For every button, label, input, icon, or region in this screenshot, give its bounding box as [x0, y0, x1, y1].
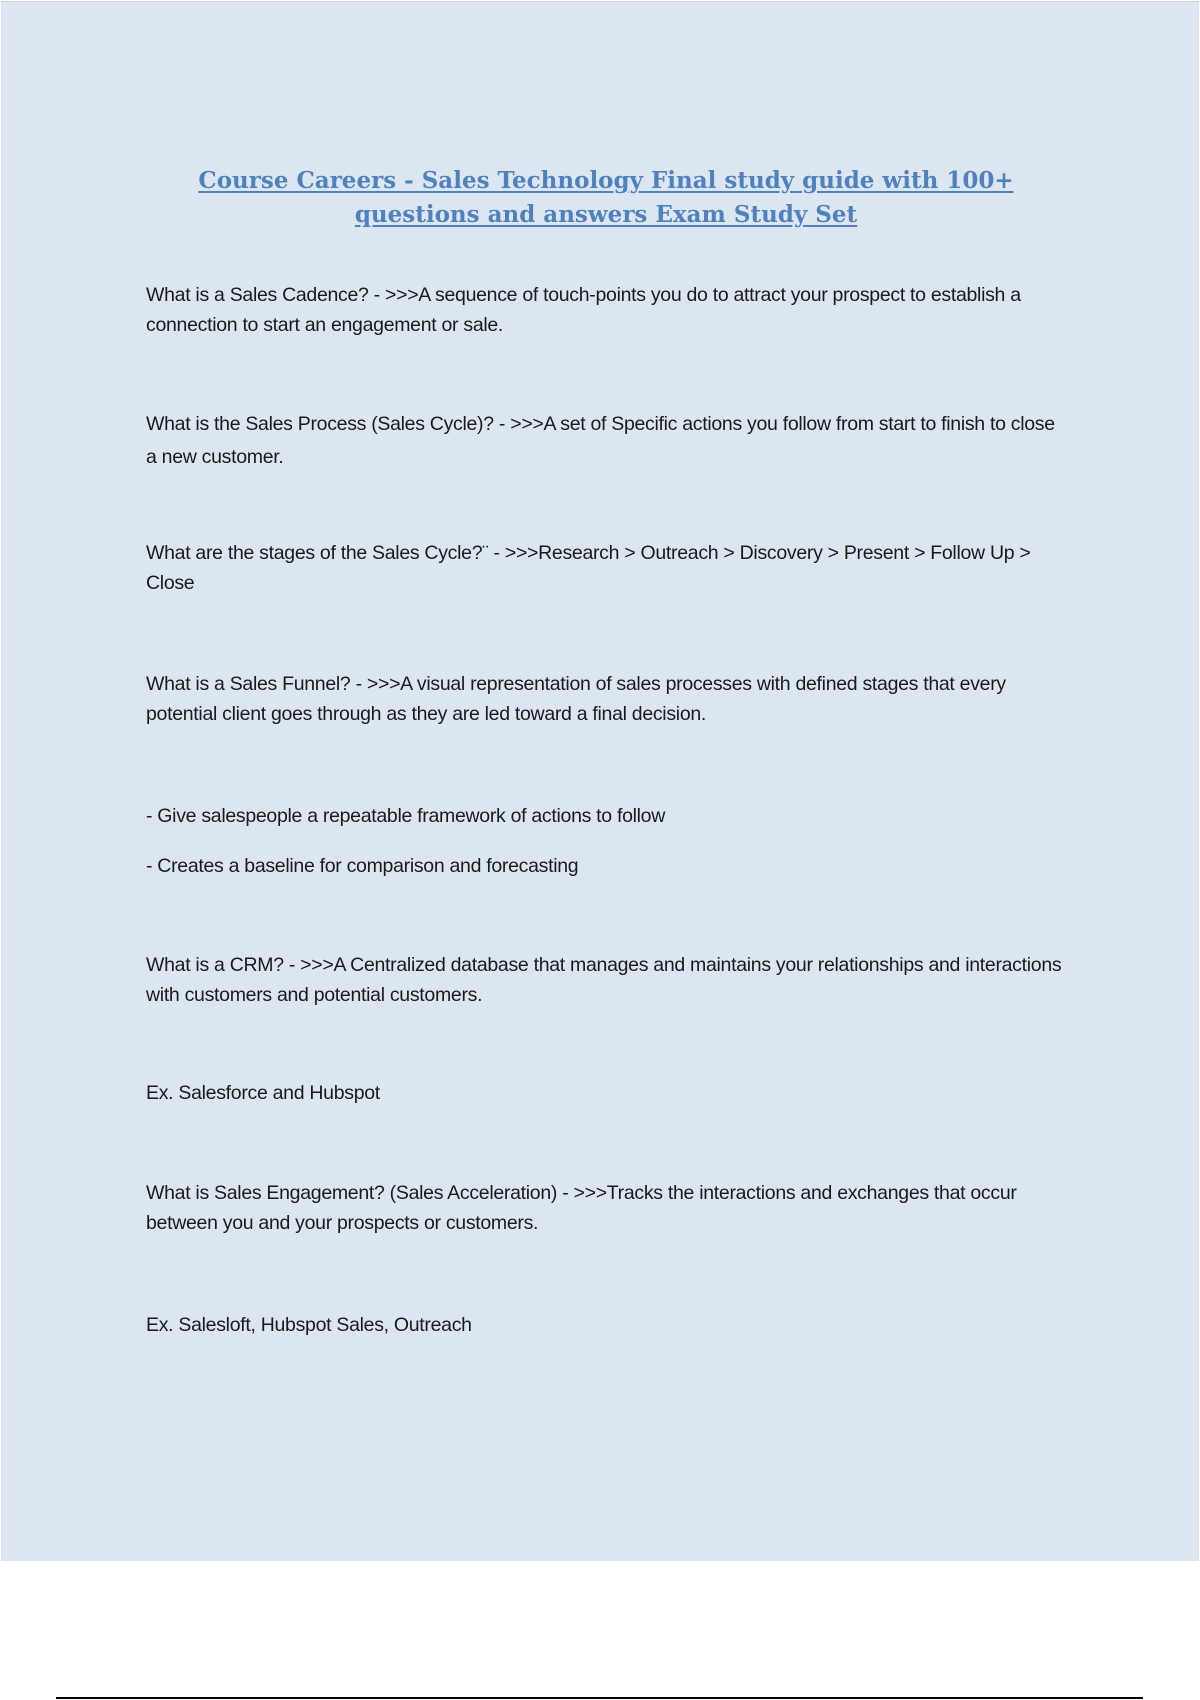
study-item-sales-engagement: What is Sales Engagement? (Sales Acceleration) - >>>Tracks the interactions and exchanges that occur between you and your prospects or customers. [146, 1182, 1017, 1234]
bullet-repeatable-framework: - Give salespeople a repeatable framework of actions to follow [146, 805, 666, 827]
document-page [1, 1, 1199, 1561]
bullet-baseline-forecasting: - Creates a baseline for comparison and forecasting [146, 855, 579, 877]
study-item-sales-process: What is the Sales Process (Sales Cycle)? - >>>A set of Specific actions you follow from start to finish to close a new customer. [146, 413, 1055, 468]
study-item-sales-cadence: What is a Sales Cadence? - >>>A sequence of touch-points you do to attract your prospect to establish a connection to start an engagement or sale. [146, 284, 1021, 336]
study-item-sales-cycle-stages: What are the stages of the Sales Cycle?¨ - >>>Research > Outreach > Discovery > Present > Follow Up > Close [146, 542, 1031, 594]
study-item-sales-funnel: What is a Sales Funnel? - >>>A visual representation of sales processes with defined stages that every potential client goes through as they are led toward a final decision. [146, 673, 1006, 725]
footer-divider [56, 1697, 1143, 1699]
sales-engagement-examples: Ex. Salesloft, Hubspot Sales, Outreach [146, 1314, 472, 1336]
crm-examples: Ex. Salesforce and Hubspot [146, 1082, 380, 1104]
document-title: Course Careers - Sales Technology Final study guide with 100+ questions and answers Exam Study Set [198, 167, 1014, 228]
study-item-crm: What is a CRM? - >>>A Centralized database that manages and maintains your relationships and interactions with customers and potential customers. [146, 954, 1062, 1006]
